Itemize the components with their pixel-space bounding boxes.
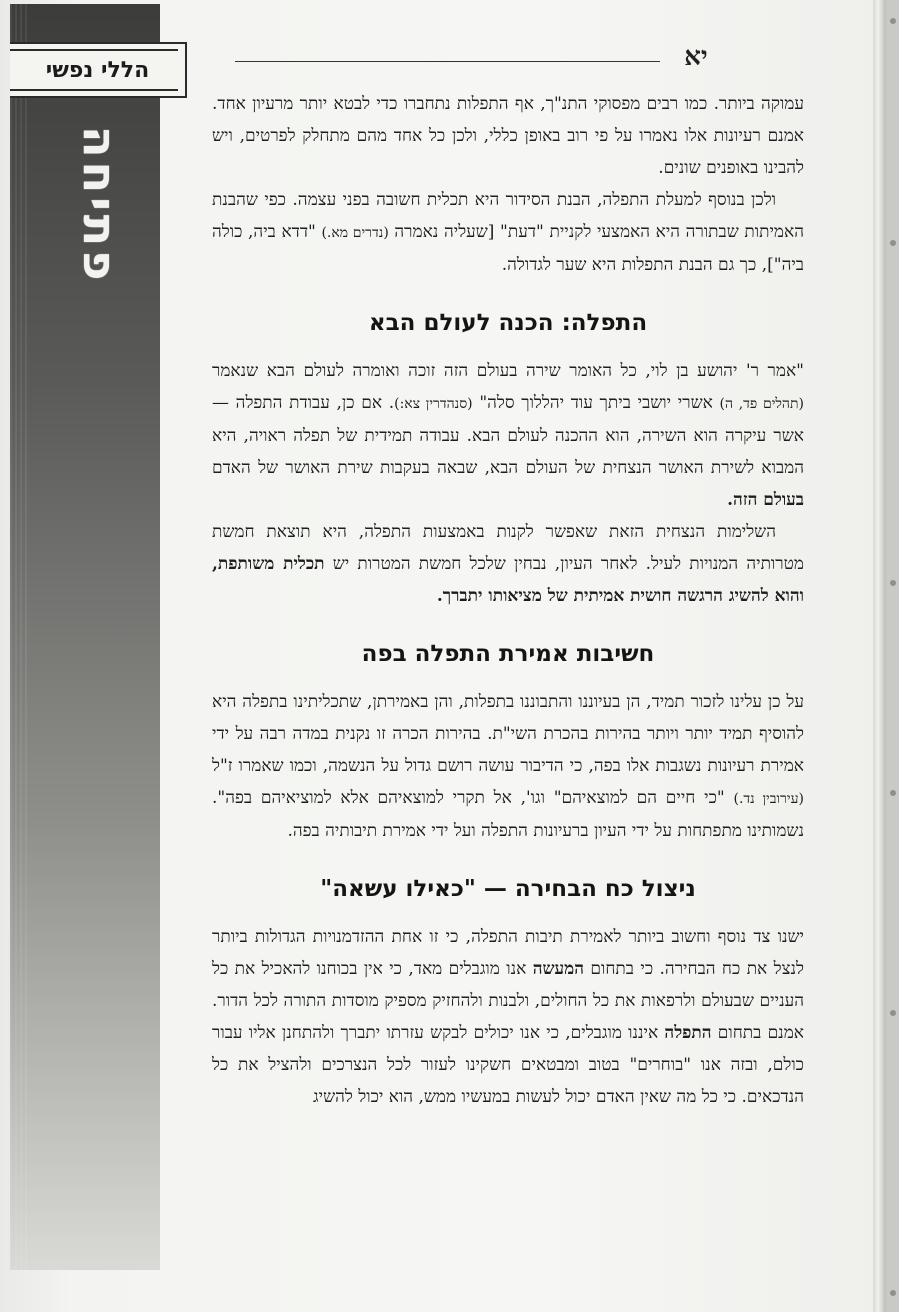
page-edge xyxy=(873,0,886,1312)
bold-text: תכלית משותפת, והוא להשיג הרגשה חושית אמיתית של מציאותו יתברך. xyxy=(212,554,804,606)
text-run: "דדא ביה, כולה ביה"], כך גם הבנת התפלות היא שער לגדולה. xyxy=(212,222,804,275)
page-number: יא xyxy=(684,42,708,72)
text-run: ולכן בנוסף למעלת התפלה, הבנת הסידור היא תכלית חשובה בפני עצמה. כפי שהבנת האמיתות שבתורה היא האמצעי לקניית "דעת" [שעליה נאמרה xyxy=(212,190,804,242)
binding-bead xyxy=(890,240,896,246)
paragraph xyxy=(212,686,804,847)
binding-bead xyxy=(890,1290,896,1296)
text-run: ישנו צד נוסף וחשוב ביותר לאמירת תיבות התפלה, כי זו אחת ההזדמנויות הגדולות ביותר לנצל את כח הבחירה. כי בתחום xyxy=(212,927,804,979)
text-run: השלימות הנצחית הזאת שאפשר לקנות באמצעות התפלה, היא תוצאת חמשת מטרותיה המנויות לעיל. לאחר העיון, נבחין שלכל חמשת המטרות יש xyxy=(212,522,804,574)
text-run: "אמר ר' יהושע בן לוי, כל האומר שירה בעולם הזה זוכה ואומרה לעולם הבא שנאמר xyxy=(212,361,804,381)
book-title: הללי נפשי xyxy=(45,57,150,83)
paragraph xyxy=(212,355,804,516)
source-citation: (סנהדרין צא:) xyxy=(394,396,473,412)
binding-bead xyxy=(890,580,896,586)
text-run: על כן עלינו לזכור תמיד, הן בעיוננו והתבוננו בתפלות, והן באמירתן, שתכליתינו בתפלה היא להוסיף תמיד יותר ויותר בהירות בהכרת השי"ת. בהירות הכרה זו נקנית במדה רבה על ידי אמירת רעיונות נשגבות אלו בפה, כי הדיבור עושה רושם גדול על הנשמה, וכמו שאמרו ז"ל xyxy=(212,692,804,776)
paragraph xyxy=(212,184,804,281)
source-citation: (תהלים פד, ה) xyxy=(719,396,804,412)
text-run: איננו מוגבלים, כי אנו יכולים לבקש עזרתו יתברך ולהתחנן אליו עבור כולם, ובזה אנו "בוחרים" בטוב ומבטאים חשקינו לעזור לכל הנצרכים ולהציל את כל הנדכאים. כי כל מה שאין האדם יכול לעשות במעשיו ממש, הוא יכול להשיג xyxy=(212,1023,804,1107)
binding-bead xyxy=(890,790,896,796)
page-body-text xyxy=(212,88,804,1113)
strip-texture xyxy=(10,4,28,1270)
source-citation: (עירובין נד.) xyxy=(733,791,804,807)
text-run: עמוקה ביותר. כמו רבים מפסוקי התנ"ך, אף התפלות נתחברו כדי לבטא יותר מרעיון אחד. אמנם רעיונות אלו נאמרו על פי רוב באופן כללי, ולכן כל אחד מהם מתחלק לפרטים, ויש להבינו באופנים שונים. xyxy=(212,94,804,178)
paragraph xyxy=(212,88,804,184)
chapter-label: פתיחה xyxy=(73,125,127,285)
running-header-tab xyxy=(10,42,187,98)
text-run: . אם כן, עבודת התפלה — אשר עיקרה הוא השירה, הוא ההכנה לעולם הבא. עבודה תמידית של תפלה ראויה, היא המבוא לשירת האושר הנצחית של העולם הבא, שבאה בעקבות שירת האושר של האדם xyxy=(212,393,804,478)
paragraph xyxy=(212,921,804,1113)
section-heading: חשיבות אמירת התפלה בפה xyxy=(361,641,655,667)
section-heading: ניצול כח הבחירה — "כאילו עשאה" xyxy=(320,876,696,902)
paragraph xyxy=(212,516,804,612)
chapter-vertical-title xyxy=(70,120,130,290)
text-run: "כי חיים הם למוצאיהם" וגו', אל תקרי למוצאיהם אלא למוציאיהם בפה". נשמותינו מתפתחות על ידי העיון ברעיונות התפלה ועל ידי אמירת תיבותיה בפה. xyxy=(212,788,804,841)
section-heading: התפלה: הכנה לעולם הבא xyxy=(368,310,648,336)
header-rule xyxy=(235,61,660,62)
binding-bead xyxy=(890,18,896,24)
text-run: אשרי יושבי ביתך עוד יהללוך סלה" xyxy=(472,393,720,413)
source-citation: (נדרים מא.) xyxy=(321,225,389,241)
bold-text: התפלה xyxy=(664,1023,712,1043)
binding-bead xyxy=(890,1010,896,1016)
bold-text: בעולם הזה. xyxy=(727,490,804,510)
bold-text: המעשה xyxy=(532,959,585,979)
text-run: אנו מוגבלים מאד, כי אין בכוחנו להאכיל את כל העניים שבעולם ולרפאות את כל החולים, ולבנות ולהחזיק מספיק מוסדות התורה לכל הדור. אמנם בתחום xyxy=(212,959,804,1043)
